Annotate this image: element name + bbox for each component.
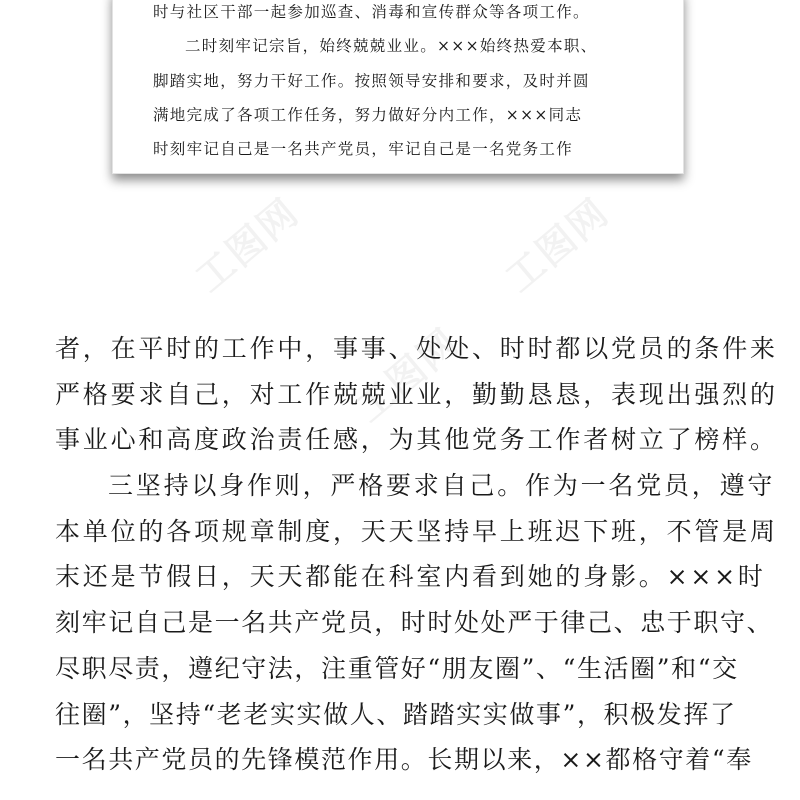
card-line-3: 脚踏实地，努力干好工作。按照领导安排和要求，及时并圆 [153,72,590,90]
card-line-4: 满地完成了各项工作任务，努力做好分内工作，×××同志 [153,106,583,124]
body-line-4: 三坚持以身作则，严格要求自己。作为一名党员，遵守 [108,471,776,501]
body-line-7: 刻牢记自己是一名共产党员，时时处处严于律己、忠于职守、 [55,608,774,638]
body-line-1: 者，在平时的工作中，事事、处处、时时都以党员的条件来 [55,334,778,363]
body-text [55,326,778,783]
body-line-5: 本单位的各项规章制度，天天坚持早上班迟下班，不管是周 [55,516,778,546]
card-line-5: 时刻牢记自己是一名共产党员，牢记自己是一名党务工作 [153,140,574,158]
watermark: 工图网 [347,319,468,431]
card-line-2: 二时刻牢记宗旨，始终兢兢业业。×××始终热爱本职、 [185,37,598,55]
watermark: 工图网 [187,189,308,301]
card-line-1: 时与社区干部一起参加巡查、消毒和宣传群众等各项工作。 [153,3,590,21]
body-line-2: 严格要求自己，对工作兢兢业业，勤勤恳恳，表现出强烈的 [55,379,778,409]
body-line-8: 尽职尽责，遵纪守法，注重管好“朋友圈”、“生活圈”和“交 [55,653,739,683]
document-card [112,0,684,174]
body-line-3: 事业心和高度政治责任感，为其他党务工作者树立了榜样。 [55,425,778,455]
body-line-6: 末还是节假日，天天都能在科室内看到她的身影。×××时 [55,562,766,592]
watermark: 工图网 [497,189,618,301]
body-line-10: 一名共产党员的先锋模范作用。长期以来，××都格守着“奉 [55,745,753,775]
body-line-9: 往圈”，坚持“老老实实做人、踏踏实实做事”，积极发挥了 [55,699,737,729]
